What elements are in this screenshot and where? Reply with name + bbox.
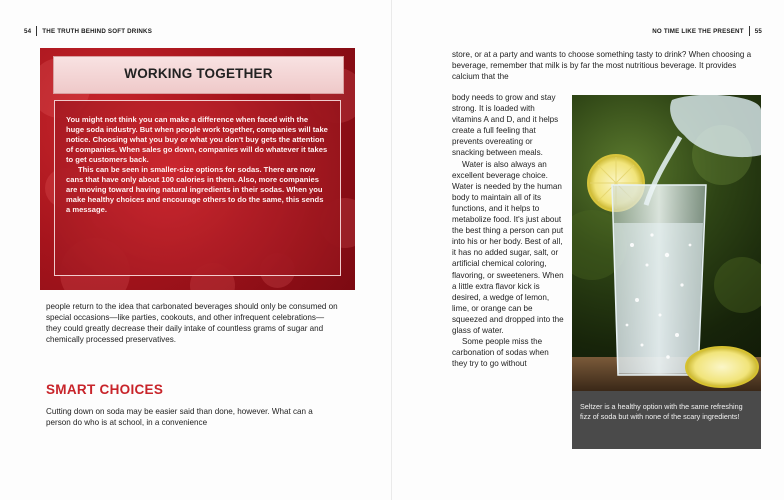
right-page-number: 55 — [754, 27, 762, 35]
sidebar-title: WORKING TOGETHER — [124, 66, 273, 81]
left-page-header — [24, 26, 152, 36]
body-paragraph: body needs to grow and stay strong. It is loaded with vitamins A and D, and it helps create a full feeling that prevents overeating or snacking between meals. — [452, 93, 559, 158]
right-column-text — [452, 92, 564, 369]
working-together-sidebar — [40, 48, 355, 290]
header-divider — [749, 26, 750, 36]
sidebar-title-bar — [53, 56, 344, 94]
right-top-paragraph — [452, 49, 764, 82]
left-running-title: THE TRUTH BEHIND SOFT DRINKS — [42, 27, 153, 35]
body-paragraph: Cutting down on soda may be easier said than done, however. What can a person do who is at school, in a convenience — [46, 407, 313, 428]
header-divider — [36, 26, 37, 36]
left-page-number: 54 — [24, 27, 32, 35]
sidebar-paragraph: You might not think you can make a difference when faced with the huge soda industry. But when people work together, companies will take notice. Choosing what you buy or what you don't buy gets the attention of companies. When sales go down, companies will do whatever it takes to get customers back. — [66, 115, 328, 164]
body-paragraph: people return to the idea that carbonated beverages should only be consumed on special occasions—like parties, cookouts, and other infrequent celebrations—they could greatly decrease their daily intake of countless grams of sugar and chemically processed preservatives. — [46, 302, 338, 345]
sidebar-text — [66, 115, 328, 215]
right-page-header — [652, 26, 762, 36]
body-paragraph: Some people miss the carbonation of sodas when they try to go without — [452, 337, 549, 369]
body-paragraph: store, or at a party and wants to choose something tasty to drink? When choosing a beverage, remember that milk is by far the most nutritious beverage. It provides calcium that the — [452, 50, 752, 82]
left-body-paragraph-2 — [46, 406, 338, 428]
right-running-title: NO TIME LIKE THE PRESENT — [652, 27, 744, 35]
section-heading: SMART CHOICES — [46, 382, 164, 397]
sidebar-text-box — [54, 100, 341, 276]
photo-caption: Seltzer is a healthy option with the same refreshing fizz of soda but with none of the scary ingredients! — [580, 402, 743, 421]
photo-illustration — [572, 95, 761, 391]
body-paragraph: Water is also always an excellent beverage choice. Water is needed by the human body to maintain all of its functions, and it helps to metabolize food. It's just about the best thing a person can put into his or her body. Best of all, it has no added sugar, salt, or artificial chemical coloring, flavoring, or sweeteners. When a little extra flavor kick is desired, a wedge of lemon, lime, or orange can be squeezed and dropped into the glass of water. — [452, 159, 564, 335]
sidebar-paragraph: This can be seen in smaller-size options for sodas. There are now cans that have only about 100 calories in them. Also, more companies are moving toward having natural ingredients in their sodas. When you make healthy choices and encourage others to do the same, this sends a message. — [66, 165, 324, 214]
left-body-paragraph — [46, 301, 338, 345]
water-glass-lemon-photo — [572, 95, 761, 391]
photo-caption-box — [572, 391, 761, 449]
